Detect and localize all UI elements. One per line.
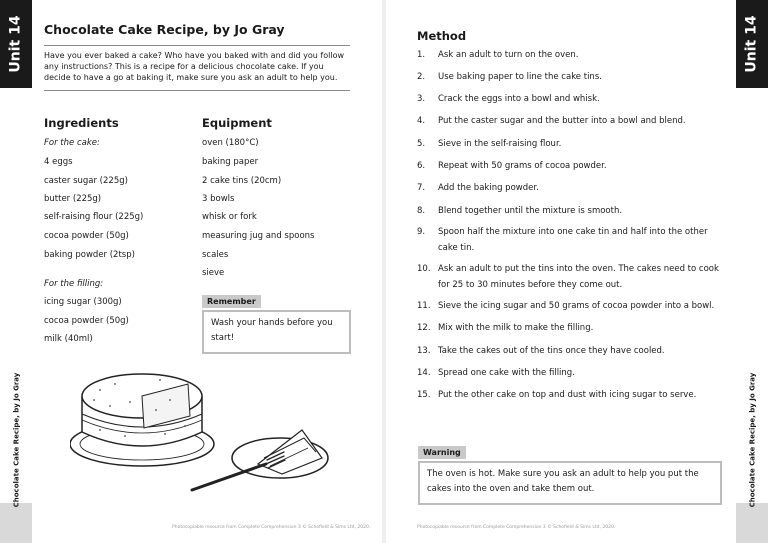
title-rule	[44, 45, 350, 46]
side-label-text: Chocolate Cake Recipe, by Jo Gray	[12, 372, 21, 508]
page-title: Chocolate Cake Recipe, by Jo Gray	[44, 22, 285, 37]
list-item: whisk or fork	[202, 212, 257, 222]
intro-rule	[44, 90, 350, 91]
warning-text: The oven is hot. Make sure you ask an adult to help you put the cakes into the oven and take them out.	[427, 469, 699, 494]
filling-subheading: For the filling:	[44, 279, 104, 289]
side-label-right	[736, 370, 768, 510]
intro-text: Have you ever baked a cake? Who have you baked with and did you follow any instructions? This is a recipe for a delicious chocolate cake. If you decide to have a go at baking it, make sure you ask an adult to help you.	[44, 51, 345, 82]
remember-label: Remember	[202, 295, 261, 308]
side-label-left	[0, 370, 32, 510]
chocolate-cake-icon	[70, 360, 340, 500]
list-item: 2 cake tins (20cm)	[202, 176, 282, 186]
method-heading: Method	[417, 29, 467, 43]
list-item: sieve	[202, 268, 225, 278]
list-item: baking paper	[202, 157, 259, 167]
side-label-text: Chocolate Cake Recipe, by Jo Gray	[748, 372, 757, 508]
list-item: baking powder (2tsp)	[44, 250, 135, 260]
unit-tab-left	[0, 0, 32, 88]
list-item: oven (180°C)	[202, 138, 259, 148]
warning-label: Warning	[418, 446, 466, 459]
list-item: 4 eggs	[44, 157, 73, 167]
remember-box	[202, 310, 351, 354]
unit-tab-right	[736, 0, 768, 88]
list-item: milk (40ml)	[44, 334, 93, 344]
unit-label: Unit 14	[8, 15, 24, 73]
footer-note-right: Photocopiable resource from Complete Comprehension 3 © Schofield & Sims Ltd, 2020.	[417, 525, 616, 530]
list-item: cocoa powder (50g)	[44, 231, 129, 241]
unit-label: Unit 14	[744, 15, 760, 73]
remember-text: Wash your hands before you start!	[211, 318, 333, 343]
ingredients-heading: Ingredients	[44, 116, 119, 130]
list-item: measuring jug and spoons	[202, 231, 315, 241]
list-item: self-raising flour (225g)	[44, 212, 144, 222]
list-item: caster sugar (225g)	[44, 176, 128, 186]
page-gutter	[382, 0, 386, 543]
list-item: icing sugar (300g)	[44, 297, 122, 307]
cake-subheading: For the cake:	[44, 138, 100, 148]
footer-note-left: Photocopiable resource from Complete Comprehension 3 © Schofield & Sims Ltd, 2020.	[172, 525, 371, 530]
equipment-heading: Equipment	[202, 116, 272, 130]
list-item: cocoa powder (50g)	[44, 316, 129, 326]
warning-box	[418, 461, 722, 505]
list-item: butter (225g)	[44, 194, 102, 204]
list-item: scales	[202, 250, 229, 260]
list-item: 3 bowls	[202, 194, 235, 204]
